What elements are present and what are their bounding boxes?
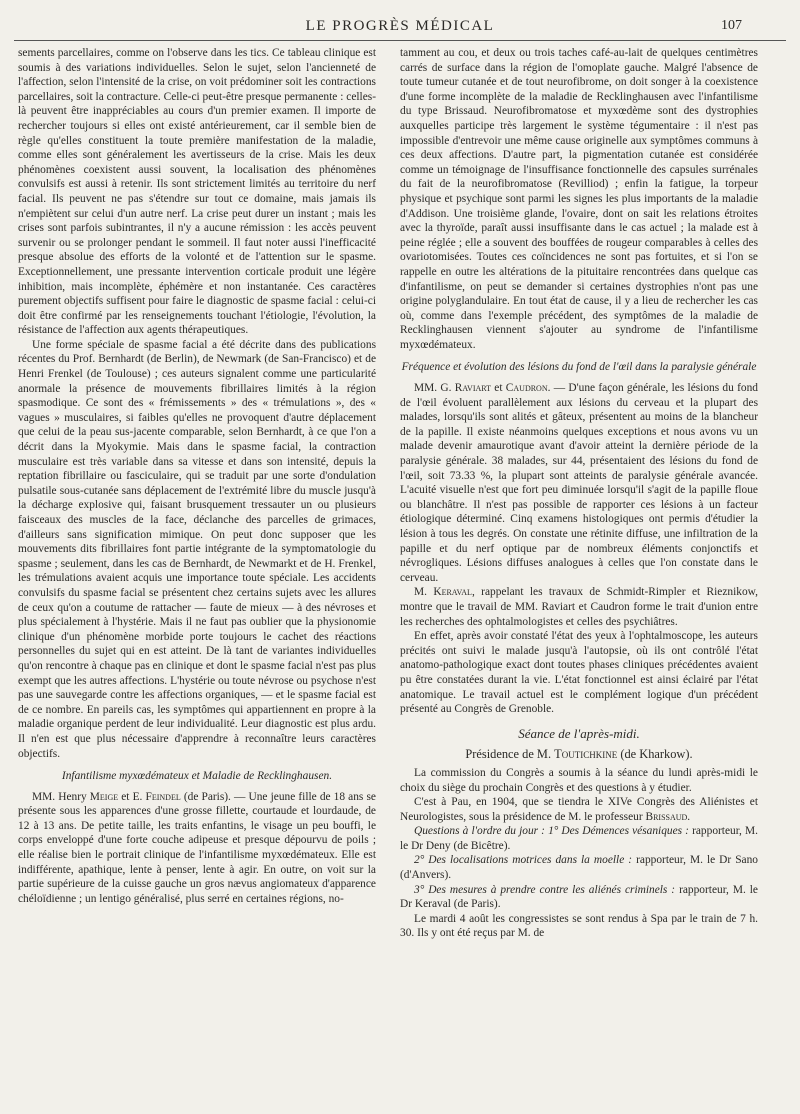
page-number: 107 [721, 18, 742, 33]
paragraph: Une forme spéciale de spasme facial a été décrite dans des publications récentes du Prof. Bernhardt (de Berlin), de Newmark (de San-Francisco) et de Henri Frenkel (de Toulouse) ; ces auteurs signalent comme une particularité anormale la présence de mouvements fibrillaires limités à la région spasmodique. Ce sont des « frémissements » des « trémulations », des « vagues » musculaires, si faibles qu'elles ne provoquent d'autre déplacement que celui de la peau sus-jacente comparable, selon Bernhardt, à ce que l'on a décrit dans la Myokymie. Mais dans le spasme facial, la contraction musculaire est très variable dans sa vitesse et dans son intensité, depuis la reptation fibrillaire ou fasciculaire, qui se traduit par une sorte d'ondulation pulsatile sous-cutanée sans déplacement de l'extrémité libre du muscle jusqu'à la décharge explosive qui, faisant brusquement tressauter un ou plusieurs faisceaux des muscles de la face, déclanche des parcelles de grimaces, d'ailleurs sans signification mimique. On peut donc supposer que les mouvements dits fibrillaires font partie intégrante de la symptomatologie du spasme ; seulement, dans les cas de Bernhardt, de Newmarkt et de H. Frenkel, les trémulations avaient acquis une importance toute spéciale. Les accidents convulsifs du spasme facial se présentent chez certains sujets avec les allures de ceux qu'on a coutume de rattacher — faute de mieux — à des névroses et plus spécialement à l'hystérie. Mais il ne faut pas oublier que la physionomie clinique d'un phénomène morbide porte toujours le cachet des réactions personnelles du sujet qui en est atteint. De là tant de variantes individuelles qu'on rencontre à chaque pas en clinique et dont le spasme facial n'est pas plus exempt que les autres affections. L'hystérie ou toute névrose ou psychose n'est pas une sauvegarde contre les affections organiques, — et le spasme facial est de ce nombre. En pareils cas, les symptômes qui appartiennent en propre à la maladie organique perdent de leur individualité. Leur diagnostic est plus ardu. Il n'en est que plus nécessaire d'apprendre à reconnaître leurs caractères objectifs. [18, 338, 376, 760]
paragraph: sements parcellaires, comme on l'observe dans les tics. Ce tableau clinique est soumis à des variations individuelles. Selon le sujet, selon l'ancienneté de l'affection, selon l'intensité de la crise, on voit prédominer soit les contractions parcellaires, soit la contracture. Celle-ci peut-être presque permanente : celles-là peuvent être inappréciables au cours d'un premier examen. Il importe de rechercher toujours si elles ont existé antérieurement, car il semble bien de règle qu'elles constituent la toute première manifestation de la maladie, comme elles sont généralement les avertisseurs de la crise. Mais les deux phénomènes coexistent aussi souvent, la localisation des phénomènes convulsifs est aussi à retenir. Ils sont strictement limités au territoire du nerf facial. Ils peuvent ne pas s'étendre sur tout ce domaine, mais jamais ils n'empiètent sur celui d'un autre nerf. La crise peut durer un instant ; mais les crises sont parfois subintrantes, il n'y a aucune rémission : les accès peuvent survenir ou se prolonger pendant le sommeil. Il faut noter aussi l'inefficacité presque absolue des efforts de la volonté et de l'attention sur le spasme. Exceptionnellement, une pressante intervention corticale produit une légère inhibition, mais incomplète, éphémère et non instantanée. Ces caractères purement objectifs suffisent pour faire le diagnostic de spasme facial : celui-ci doit être confirmé par les renseignements touchant l'étiologie, l'évolution, la résistance de l'affection aux agents thérapeutiques. [18, 47, 376, 337]
text-run: (de Paris). — Une jeune fille de 18 ans se présente sous les apparences d'une grosse fillette, courtaude et lourdaude, de 12 à 13 ans. De petite taille, les traits enfantins, le visage un peu bouffi, le corps enveloppé d'une forte couche adipeuse et presque dépourvu de poils ; elle réalise bien le portrait clinique de l'infantilisme myxœdémateux. Elle est indifférente, apathique, lente à penser, lente à agir. En outre, on voit sur la partie supérieure de la cuisse gauche un gros nævus angiomateux d'apparence chéloïdienne ; un lentigo généralisé, plus serré en certaines régions, no- [18, 790, 376, 905]
author-name: Meige [89, 790, 119, 803]
text-run: M. [414, 586, 427, 599]
question-2-rapporteur: rapporteur, M. le Dr Sano (d'Anvers). [400, 854, 758, 882]
agenda-question [400, 883, 758, 912]
running-title: LE PROGRÈS MÉDICAL [305, 18, 495, 34]
author-name: Feindel [145, 790, 181, 803]
right-column [400, 46, 758, 1096]
page-header [20, 14, 780, 42]
question-3-title: 3° Des mesures à prendre contre les aliénés criminels : [414, 883, 676, 896]
paragraph: tamment au cou, et deux ou trois taches café-au-lait de quelques centimètres carrés de surface dans la région de l'omoplate gauche. Malgré l'absence de toute tumeur cutanée et de tout neurofibrome, on doit songer à la coexistence d'une forme incomplète de la maladie de Recklinghausen avec l'infantilisme du type Brissaud. Neurofibromatose et myxœdème sont des dystrophies auxquelles participe très largement le système tégumentaire : il n'est pas impossible d'entrevoir une même cause originelle aux symptômes communs à ces deux affections. D'autre part, la pigmentation cutanée est considérée comme un témoignage de l'insuffisance fonctionnelle des capsules surrénales du fait de la neurofibromatose (Revilliod) ; enfin la fatigue, la torpeur physique et psychique sont parmi les signes les plus importants de la maladie d'Addison. Une troisième glande, l'ovaire, dont on sait les relations étroites avec la thyroïde, paraît aussi insuffisante dans le cas actuel ; la malade est à peine réglée ; elle a souvent des bouffées de rougeur comparables à celles des ovariotomisées. Toutes ces coïncidences ne sont pas fortuites, et si l'on se rappelle en outre les altérations de la pituitaire rencontrées dans quelque cas d'infantilisme, on peut se demander si certaines dystrophies n'ont pas une origine polyglandulaire. En tout état de cause, il y a lieu de rechercher les cas où, comme dans l'exemple précédent, des symptômes de la maladie de Recklinghausen viennent s'ajouter au syndrome de l'infantilisme myxœdémateux. [400, 47, 758, 351]
president-name: Toutichkine [554, 747, 618, 762]
text-run: rappelant les travaux de Schmidt-Rimpler et Rieznikow, montre que le travail de MM. Raviart et Caudron forme le trait d'union entre les recherches des ophtalmologistes et celles des psychiâtres. [400, 586, 758, 628]
paragraph [18, 790, 376, 907]
author-name: Raviart [454, 382, 492, 395]
text-run: (de Kharkow). [620, 747, 693, 762]
text-run: MM. Henry [32, 790, 87, 803]
paragraph [400, 795, 758, 824]
paragraph: La commission du Congrès a soumis à la séance du lundi après-midi le choix du siège du prochain Congrès et des questions à y étudier. [400, 766, 758, 794]
left-column [18, 46, 376, 1106]
text-run: et E. [121, 790, 143, 803]
text-run: Présidence de M. [465, 747, 552, 762]
text-run: MM. G. [414, 382, 452, 395]
paragraph: En effet, après avoir constaté l'état des yeux à l'ophtalmoscope, les auteurs précités ont suivi le malade jusqu'à l'autopsie, où ils ont contrôlé l'état anatomo-pathologique exact dont toutes phases cliniques précédentes avaient pu être constatées durant la vie. L'état fonctionnel est ainsi éclairé par l'état anatomique. Le travail actuel est le complément logique d'un précédent présenté au Congrès de Grenoble. [400, 630, 758, 716]
paragraph [400, 381, 758, 585]
header-rule [14, 40, 786, 41]
author-name: Keraval, [433, 586, 475, 599]
agenda-questions [400, 824, 758, 853]
question-1-title: 1° Des Démences vésaniques : [548, 825, 689, 838]
text-run: C'est à Pau, en 1904, que se tiendra le XIVe Congrès des Aliénistes et Neurologistes, sous la présidence de M. le professeur [400, 796, 758, 823]
text-run: et [494, 382, 503, 395]
paragraph [400, 585, 758, 629]
question-3-rapporteur: rapporteur, M. le Dr Keraval (de Paris). [400, 883, 758, 911]
text-run: — D'une façon générale, les lésions du fond de l'œil évoluent parallèlement aux lésions du cerveau et la plupart des malades, lorsqu'ils sont alités et gâteux, présentent au moins de la blancheur de la papille. Il existe néanmoins quelques exceptions et nous avons vu un malade devenir amaurotique avant d'avoir atteint la dernière période de la paralysie générale. 38 malades, sur 44, présentaient des lésions du fond de l'œil, soit 73.33 %, la plupart sont atteints de paralysie générale avancée. L'acuité visuelle n'est que fort peu diminuée lorsqu'il s'agit de la papille floue ou blanchâtre. Il n'est pas possible de rapporter ces lésions à un facteur étiologique déterminé. Cinq examens histologiques ont permis d'étudier la lésion à tous les degrés. On constate une rétinite diffuse, une infiltration de la papille et du nerf optique par de nombreux éléments conjonctifs et névrogliques. Lésions diffuses analogues à celles que l'on constate dans le cerveau. [400, 382, 758, 584]
session-title: Séance de l'après-midi. [518, 725, 640, 741]
agenda-lead: Questions à l'ordre du jour : [414, 825, 545, 838]
section-title: Infantilisme myxœdémateux et Maladie de Recklinghausen. [61, 770, 333, 783]
question-2-title: 2° Des localisations motrices dans la moelle : [414, 854, 633, 867]
author-name: Caudron. [505, 382, 551, 395]
presidency-line [400, 747, 758, 762]
paragraph: Le mardi 4 août les congressistes se sont rendus à Spa par le train de 7 h. 30. Ils y ont été reçus par M. de [400, 912, 758, 940]
agenda-question [400, 853, 758, 882]
question-1-rapporteur: rapporteur, M. le Dr Deny (de Bicêtre). [400, 825, 758, 852]
person-name: Brissaud. [645, 810, 691, 823]
section-title: Fréquence et évolution des lésions du fond de l'œil dans la paralysie générale [401, 361, 757, 374]
